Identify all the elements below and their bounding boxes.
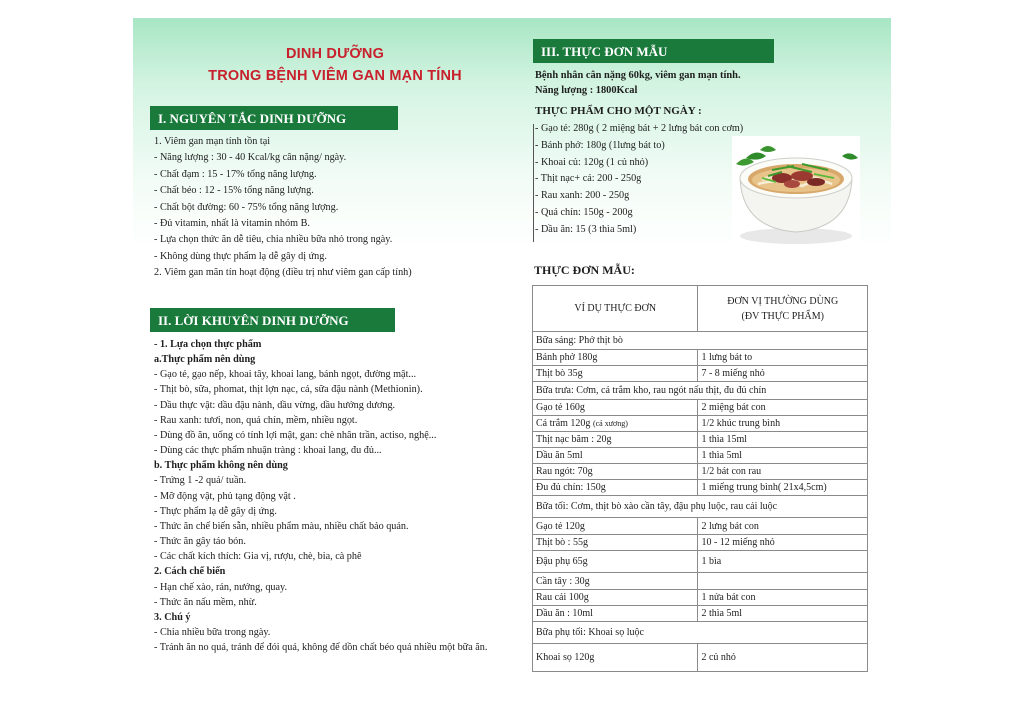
list-item: - Thức ăn chế biến sẵn, nhiều phẩm màu, nhiều chất bảo quản. xyxy=(154,520,409,532)
table-row: Cần tây : 30g xyxy=(533,573,868,590)
list-item: - Chất đạm : 15 - 17% tổng năng lượng. xyxy=(154,168,317,180)
table-row: Đậu phụ 65g 1 bìa xyxy=(533,551,868,573)
list-item: - Thức ăn gây táo bón. xyxy=(154,536,246,548)
list-item: 1. Viêm gan mạn tính tồn tại xyxy=(154,136,271,147)
list-item: - Trứng 1 -2 quả/ tuần. xyxy=(154,475,247,487)
sample-intro xyxy=(535,68,741,98)
advice-list xyxy=(154,337,494,655)
sample-menu-table xyxy=(532,285,868,672)
list-item: - Thực phẩm lạ dễ gây dị ứng. xyxy=(154,505,277,517)
list-item: - Không dùng thực phẩm lạ dễ gây dị ứng. xyxy=(154,250,327,262)
table-row: Đu đủ chín: 150g 1 miếng trung bình( 21x4,5cm) xyxy=(533,480,868,496)
page-title-line2: TRONG BỆNH VIÊM GAN MẠN TÍNH xyxy=(208,68,462,84)
section-heading-sample-menu: III. THỰC ĐƠN MẪU xyxy=(533,39,774,63)
table-row: Dầu ăn : 10ml 2 thìa 5ml xyxy=(533,606,868,622)
list-item: 2. Viêm gan mãn tín hoạt động (điều trị như viêm gan cấp tính) xyxy=(154,267,412,279)
menu-title: THỰC ĐƠN MẪU: xyxy=(534,263,635,277)
list-item: - Dùng các thực phẩm nhuận tràng : khoai lang, đu đủ... xyxy=(154,445,382,457)
section-heading-principles: I. NGUYÊN TẮC DINH DƯỠNG xyxy=(150,106,398,130)
list-item: - Gạo tẻ: 280g ( 2 miệng bát + 2 lưng bát con cơm) xyxy=(535,123,744,134)
table-row: Thịt nạc băm : 20g 1 thìa 15ml xyxy=(533,432,868,448)
list-item: 3. Chú ý xyxy=(154,611,191,623)
meal-row: Bữa sáng: Phở thịt bò xyxy=(533,332,868,350)
table-header-unit: ĐƠN VỊ THƯỜNG DÙNG (ĐV THỰC PHẨM) xyxy=(698,286,868,332)
table-row: Thịt bò 35g 7 - 8 miếng nhỏ xyxy=(533,366,868,382)
foods-title: THỰC PHẨM CHO MỘT NGÀY : xyxy=(535,105,702,117)
meal-row: Bữa tối: Cơm, thịt bò xào cần tây, đậu phụ luộc, rau cải luộc xyxy=(533,496,868,518)
intro-line: Năng lượng : 1800Kcal xyxy=(535,85,638,96)
table-row: Thịt bò : 55g 10 - 12 miếng nhỏ xyxy=(533,535,868,551)
table-cell: Cá trắm 120g (cả xương) xyxy=(533,416,698,432)
intro-line: Bệnh nhân cân nặng 60kg, viêm gan mạn tính. xyxy=(535,70,741,81)
foods-list xyxy=(535,121,743,239)
list-item: - Chất bột đường: 60 - 75% tổng năng lượng. xyxy=(154,201,339,213)
list-item: - Chất béo : 12 - 15% tổng năng lượng. xyxy=(154,185,314,197)
list-item: - Các chất kích thích: Gia vị, rượu, chè, bia, cà phê xyxy=(154,551,362,563)
list-item: - Dùng đồ ăn, uống có tính lợi mật, gan: chè nhân trần, actiso, nghệ... xyxy=(154,429,437,441)
list-item: - Mỡ động vật, phủ tạng động vật . xyxy=(154,490,296,502)
fish-note: (cả xương) xyxy=(592,419,628,428)
list-item: - Quả chín: 150g - 200g xyxy=(535,206,633,218)
table-row: Dầu ăn 5ml 1 thìa 5ml xyxy=(533,448,868,464)
list-item: a.Thực phẩm nên dùng xyxy=(154,354,256,366)
pho-bowl-icon xyxy=(732,136,860,246)
list-item: - 1. Lựa chọn thực phẩm xyxy=(154,339,262,350)
table-header-example: VÍ DỤ THỰC ĐƠN xyxy=(533,286,698,332)
list-item: - Dầu ăn: 15 (3 thìa 5ml) xyxy=(535,223,637,235)
table-row: Gạo tẻ 160g 2 miệng bát con xyxy=(533,400,868,416)
meal-row: Bữa trưa: Cơm, cá trắm kho, rau ngót nấu thịt, đu đủ chín xyxy=(533,382,868,400)
list-item: - Hạn chế xào, rán, nướng, quay. xyxy=(154,581,288,593)
list-item: - Năng lượng : 30 - 40 Kcal/kg cân nặng/ ngày. xyxy=(154,152,347,164)
list-item: - Rau xanh: 200 - 250g xyxy=(535,190,630,202)
list-item: - Gạo tẻ, gạo nếp, khoai tây, khoai lang, bánh ngọt, đường mật... xyxy=(154,369,417,381)
principles-list xyxy=(154,134,412,282)
section-heading-advice: II. LỜI KHUYÊN DINH DƯỠNG xyxy=(150,308,395,332)
table-row: Rau ngót: 70g 1/2 bát con rau xyxy=(533,464,868,480)
table-row: Bánh phở 180g 1 lưng bát to xyxy=(533,350,868,366)
pho-bowl-image xyxy=(732,136,860,246)
list-divider xyxy=(533,124,534,242)
table-row: Khoai sọ 120g 2 củ nhỏ xyxy=(533,644,868,672)
table-row: Cá trắm 120g (cả xương) 1/2 khúc trung bình xyxy=(533,416,868,432)
list-item: b. Thực phẩm không nên dùng xyxy=(154,460,288,472)
list-item: - Khoai củ: 120g (1 củ nhỏ) xyxy=(535,156,649,168)
list-item: - Tránh ăn no quá, tránh để đói quá, không để dồn chất béo quá nhiều một bữa ăn. xyxy=(154,642,488,654)
list-item: - Thức ăn nấu mềm, nhừ. xyxy=(154,596,257,608)
list-item: - Rau xanh: tươi, non, quả chín, mềm, nhiều ngọt. xyxy=(154,414,358,426)
list-item: - Chia nhiều bữa trong ngày. xyxy=(154,626,271,638)
table-row: Rau cải 100g 1 nửa bát con xyxy=(533,590,868,606)
meal-row: Bữa phụ tối: Khoai sọ luộc xyxy=(533,622,868,644)
list-item: - Thịt bò, sữa, phomat, thịt lợn nạc, cá, sữa đậu nành (Methionin). xyxy=(154,384,423,396)
list-item: - Dầu thực vật: dầu đậu nành, dầu vừng, dầu hướng dương. xyxy=(154,399,396,411)
table-row: Gạo tẻ 120g 2 lưng bát con xyxy=(533,518,868,535)
list-item: - Lựa chọn thức ăn dễ tiêu, chia nhiều bữa nhỏ trong ngày. xyxy=(154,234,393,246)
table-header-row xyxy=(533,286,868,332)
list-item: 2. Cách chế biến xyxy=(154,566,226,578)
list-item: - Đủ vitamin, nhất là vitamin nhóm B. xyxy=(154,218,310,230)
list-item: - Thịt nạc+ cá: 200 - 250g xyxy=(535,173,642,185)
page-title-line1: DINH DƯỠNG xyxy=(285,46,385,62)
list-item: - Bánh phở: 180g (1lưng bát to) xyxy=(535,139,665,151)
